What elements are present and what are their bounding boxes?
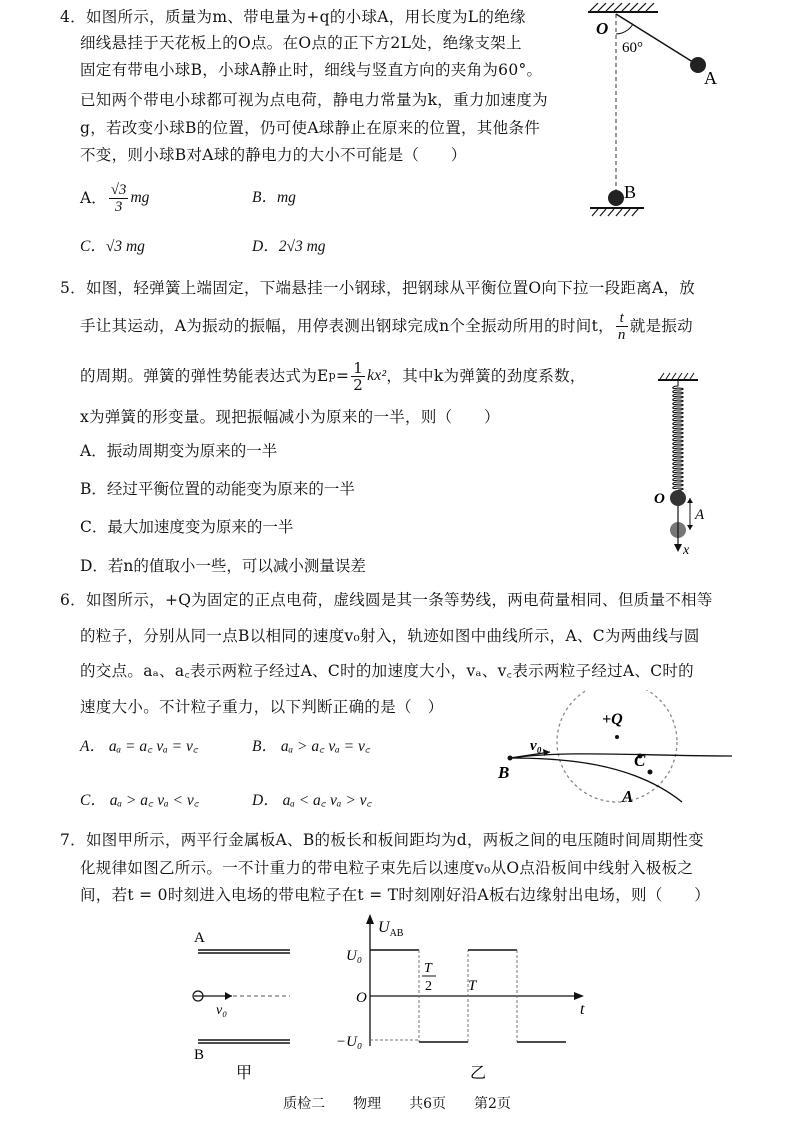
q5-line-3-sub: p [328,369,336,382]
q4-option-a-num: √3 [110,181,127,198]
amplitude-arrow-down [687,525,693,530]
q6-line-3: 的交点。aₐ、a꜀表示两粒子经过A、C时的加速度大小，vₐ、v꜀表示两粒子经过A、C时的 [80,662,694,680]
equipotential-circle [557,690,677,802]
q4-line-4: 已知两个带电小球都可视为点电荷，静电力常量为k，重力加速度为 [80,91,548,109]
q5-line-2 [80,306,693,346]
q6-option-b: B． aₐ > a꜀ vₐ = v꜀ [252,738,371,755]
half-period-num: T [424,961,432,976]
q5-period-fraction [616,310,628,343]
q6-option-d: D． aₐ < a꜀ vₐ > v꜀ [252,792,372,809]
t-axis-arrow [574,992,584,1000]
q4-option-a-tail: mg [130,189,150,206]
q4-option-a-label: A． [80,189,107,207]
x-axis-arrow [674,544,682,552]
q7-figure-yi [330,910,600,1090]
q6-figure [492,690,752,815]
plate-b-label: B [194,1047,205,1063]
q4-fig-b-label: B [624,182,637,202]
angle-arc [616,24,633,34]
steel-ball [670,490,686,506]
q5-line-3 [80,355,586,397]
q6-fig-v0-label: v₀ [530,738,542,754]
q6-fig-c-label: C [634,751,646,770]
q5-energy-fraction [351,360,365,393]
q7-jia-v0-label: v₀ [216,1003,228,1018]
support-hatch [592,209,638,216]
q4-option-d: D．2√3 mg [252,238,326,255]
period-label: T [468,978,477,994]
q4-line-2: 细线悬挂于天花板上的O点。在O点的正下方2L处，绝缘支架上 [80,34,522,52]
q5-option-a: A．振动周期变为原来的一半 [80,442,278,460]
charge-q-dot [615,735,619,739]
q6-line-1: 6．如图所示，+Q为固定的正点电荷，虚线圆是其一条等势线，两电荷量相同、但质量不相等 [60,591,713,609]
plate-a-label: A [194,930,205,946]
q6-line-2: 的粒子，分别从同一点B以相同的速度v₀射入，轨迹如图中曲线所示，A、C为两曲线与圆 [80,627,700,645]
q5-line-3a: 的周期。弹簧的弹性势能表达式为E [80,367,329,385]
q4-fig-a-label: A [704,68,717,88]
q5-fig-a-label: A [695,507,705,523]
spring-coil [673,380,684,490]
figure-yi-caption: 乙 [470,1065,487,1082]
t-axis-label: t [580,1001,585,1018]
q5-fig-o-label: O [654,491,665,507]
q5-fig-x-label: x [683,543,690,557]
q5-frac-den: n [617,326,626,343]
neg-u0-label: −U₀ [336,1034,363,1050]
q4-option-a-den: 3 [114,198,123,215]
q4-figure [578,0,728,225]
q4-fig-angle-label: 60° [622,40,643,56]
q5-line-2b: 就是振动 [629,317,693,335]
q7-line-2: 化规律如图乙所示。一不计重力的带电粒子束先后以速度v₀从O点沿板间中线射入极板之 [80,859,694,877]
thread-line [616,14,696,64]
q4-line-1: 4．如图所示，质量为m、带电量为+q的小球A，用长度为L的绝缘 [60,8,526,26]
v0-arrow [225,992,232,1000]
q5-line-1: 5．如图，轻弹簧上端固定，下端悬挂一小钢球，把钢球从平衡位置O向下拉一段距离A，放 [60,279,696,297]
u0-label: U₀ [346,948,363,964]
ball-b [608,190,624,206]
u-label: $U_{AB}$ [378,919,404,939]
q5-figure [652,372,722,557]
q6-option-a: A． aₐ = a꜀ vₐ = v꜀ [80,738,199,755]
q6-option-c: C． aₐ > a꜀ vₐ < v꜀ [80,792,200,809]
q5-line-2a: 手让其运动，A为振动的振幅，用停表测出钢球完成n个全振动所用的时间t， [80,317,614,335]
page-footer: 质检二 物理 共6页 第2页 [283,1096,511,1112]
q7-figure-jia [180,924,300,1084]
ceiling-hatch [590,3,654,11]
half-period-den: 2 [425,979,432,994]
amplitude-arrow-up [687,498,693,503]
q6-line-4: 速度大小。不计粒子重力，以下判断正确的是（ ） [80,698,444,716]
q4-fig-o-label: O [596,19,609,38]
q6-fig-q-label: +Q [602,711,623,728]
q4-line-6: 不变，则小球B对A球的静电力的大小不可能是（ ） [80,146,467,164]
q5-line-4: x为弹簧的形变量。现把振幅减小为原来的一半，则（ ） [80,408,500,426]
q4-option-b: B．mg [252,189,296,206]
q7-line-3: 间，若t = 0时刻进入电场的带电粒子在t = T时刻刚好沿A板右边缘射出电场，则（ ） [80,886,711,904]
point-b-dot [508,756,513,761]
q5-option-c: C．最大加速度变为原来的一半 [80,518,294,536]
q5-option-d: D．若n的值取小一些，可以减小测量误差 [80,557,366,575]
q4-option-a [80,176,149,220]
q4-option-a-fraction [109,182,129,215]
q5-energy-den: 2 [353,375,364,394]
q5-line-3b: ，其中k为弹簧的劲度系数， [386,367,586,385]
q7-line-1: 7．如图甲所示，两平行金属板A、B的板长和板间距均为d，两板之间的电压随时间周期性变 [60,831,704,849]
q5-line-3-kx: kx² [367,367,387,384]
q5-option-b: B．经过平衡位置的动能变为原来的一半 [80,480,355,498]
q5-line-3-eq: = [335,367,350,385]
q6-fig-a-label: A [622,787,634,806]
q6-fig-b-label: B [498,763,510,782]
q4-line-5: g，若改变小球B的位置，仍可使A球静止在原来的位置，其他条件 [80,119,541,137]
q4-line-3: 固定有带电小球B，小球A静止时，细线与竖直方向的夹角为60°。 [80,61,543,79]
figure-jia-caption: 甲 [236,1065,253,1082]
y-axis-arrow [366,914,374,924]
q4-option-c: C．√3 mg [80,238,145,255]
origin-label: O [356,990,367,1006]
q5-frac-num: t [616,310,628,327]
point-a-dot [648,770,653,775]
trajectory-a [510,758,682,802]
trajectory-c [510,754,732,758]
q5-energy-num: 1 [353,358,364,377]
spring-ceiling-hatch [660,373,694,379]
